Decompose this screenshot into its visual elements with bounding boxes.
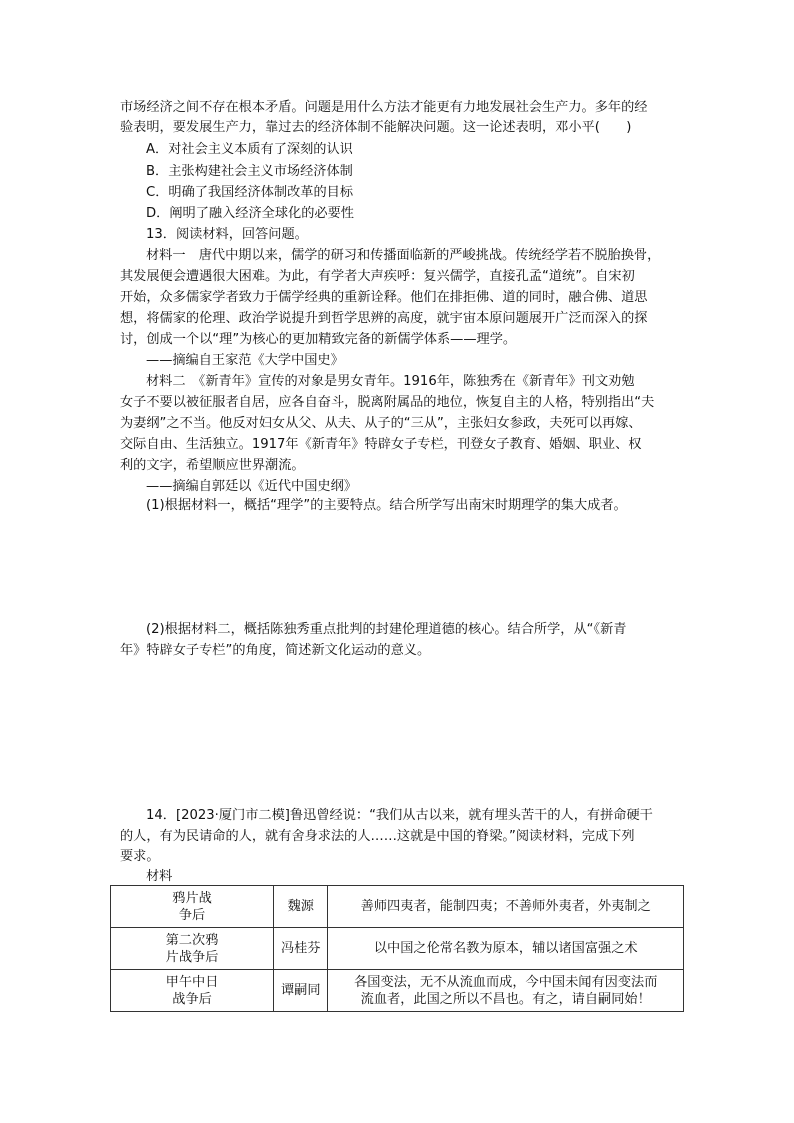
material-2-line: 为妻纲”之不当。他反对妇女从父、从夫、从子的“三从”，主张妇女参政，夫死可以再嫁、 [120, 416, 642, 431]
option-d: D．阐明了融入经济全球化的必要性 [146, 206, 354, 221]
material-1-line: 讨，创成一个以“理”为核心的更加精致完备的新儒学体系——理学。 [120, 332, 517, 347]
text-line: 验表明，要发展生产力，靠过去的经济体制不能解决问题。这一论述表明，邓小平( ) [120, 120, 632, 135]
table-row [111, 886, 684, 928]
source-2: ——摘编自郭廷以《近代中国史纲》 [146, 479, 357, 494]
period-cell: 第二次鸦 片战争后 [111, 928, 274, 970]
person-cell: 魏源 [274, 886, 328, 928]
subquestion-2: 年》特辟女子专栏”的角度，简述新文化运动的意义。 [120, 643, 431, 658]
table-row [111, 970, 684, 1012]
material-1-line: 其发展便会遭遇很大困难。为此，有学者大声疾呼：复兴儒学，直接孔孟“道统”。自宋初 [120, 269, 635, 284]
material-2-line: 交际自由、生活独立。1917年《新青年》特辟女子专栏，刊登女子教育、婚姻、职业、权 [120, 437, 642, 452]
question-13: 13．阅读材料，回答问题。 [146, 227, 308, 242]
option-b: B．主张构建社会主义市场经济体制 [146, 164, 353, 179]
subquestion-1: (1)根据材料一，概括“理学”的主要特点。结合所学写出南宋时期理学的集大成者。 [146, 498, 627, 513]
source-1: ——摘编自王家范《大学中国史》 [146, 353, 344, 368]
material-2-line: 利的文字，希望顺应世界潮流。 [120, 458, 305, 473]
table-row [111, 928, 684, 970]
quote-cell: 善师四夷者，能制四夷；不善师外夷者，外夷制之 [328, 886, 684, 928]
person-cell: 谭嗣同 [274, 970, 328, 1012]
period-cell: 甲午中日 战争后 [111, 970, 274, 1012]
quote-cell: 各国变法，无不从流血而成，今中国未闻有因变法而 流血者，此国之所以不昌也。有之，请自嗣同始！ [328, 970, 684, 1012]
subquestion-2: (2)根据材料二，概括陈独秀重点批判的封建伦理道德的核心。结合所学，从“《新青 [146, 622, 627, 637]
text-line: 市场经济之间不存在根本矛盾。问题是用什么方法才能更有力地发展社会生产力。多年的经 [120, 100, 648, 115]
material-1-line: 开始，众多儒家学者致力于儒学经典的重新诠释。他们在排拒佛、道的同时，融合佛、道思 [120, 290, 648, 305]
option-c: C．明确了我国经济体制改革的目标 [146, 185, 354, 200]
material-2-line: 材料二 《新青年》宣传的对象是男女青年。1916年，陈独秀在《新青年》刊文劝勉 [146, 374, 635, 389]
question-14: 的人，有为民请命的人，就有舍身求法的人……这就是中国的脊梁。”阅读材料，完成下列 [120, 829, 635, 844]
material-1-line: 材料一 唐代中期以来，儒学的研习和传播面临新的严峻挑战。传统经学若不脱胎换骨， [146, 248, 661, 263]
question-14: 要求。 [120, 849, 160, 864]
person-cell: 冯桂芬 [274, 928, 328, 970]
option-a: A．对社会主义本质有了深刻的认识 [146, 142, 353, 157]
material-2-line: 女子不要以被征服者自居，应各自奋斗，脱离附属品的地位，恢复自主的人格，特别指出“夫 [120, 395, 655, 410]
material-1-line: 想，将儒家的伦理、政治学说提升到哲学思辨的高度，就宇宙本原问题展开广泛而深入的探 [120, 311, 648, 326]
question-14: 14．[2023·厦门市二模]鲁迅曾经说：“我们从古以来，就有埋头苦干的人，有拼命硬干 [146, 808, 653, 823]
material-label: 材料 [146, 869, 173, 884]
period-cell: 鸦片战 争后 [111, 886, 274, 928]
material-table [110, 885, 684, 1012]
quote-cell: 以中国之伦常名教为原本，辅以诸国富强之术 [328, 928, 684, 970]
